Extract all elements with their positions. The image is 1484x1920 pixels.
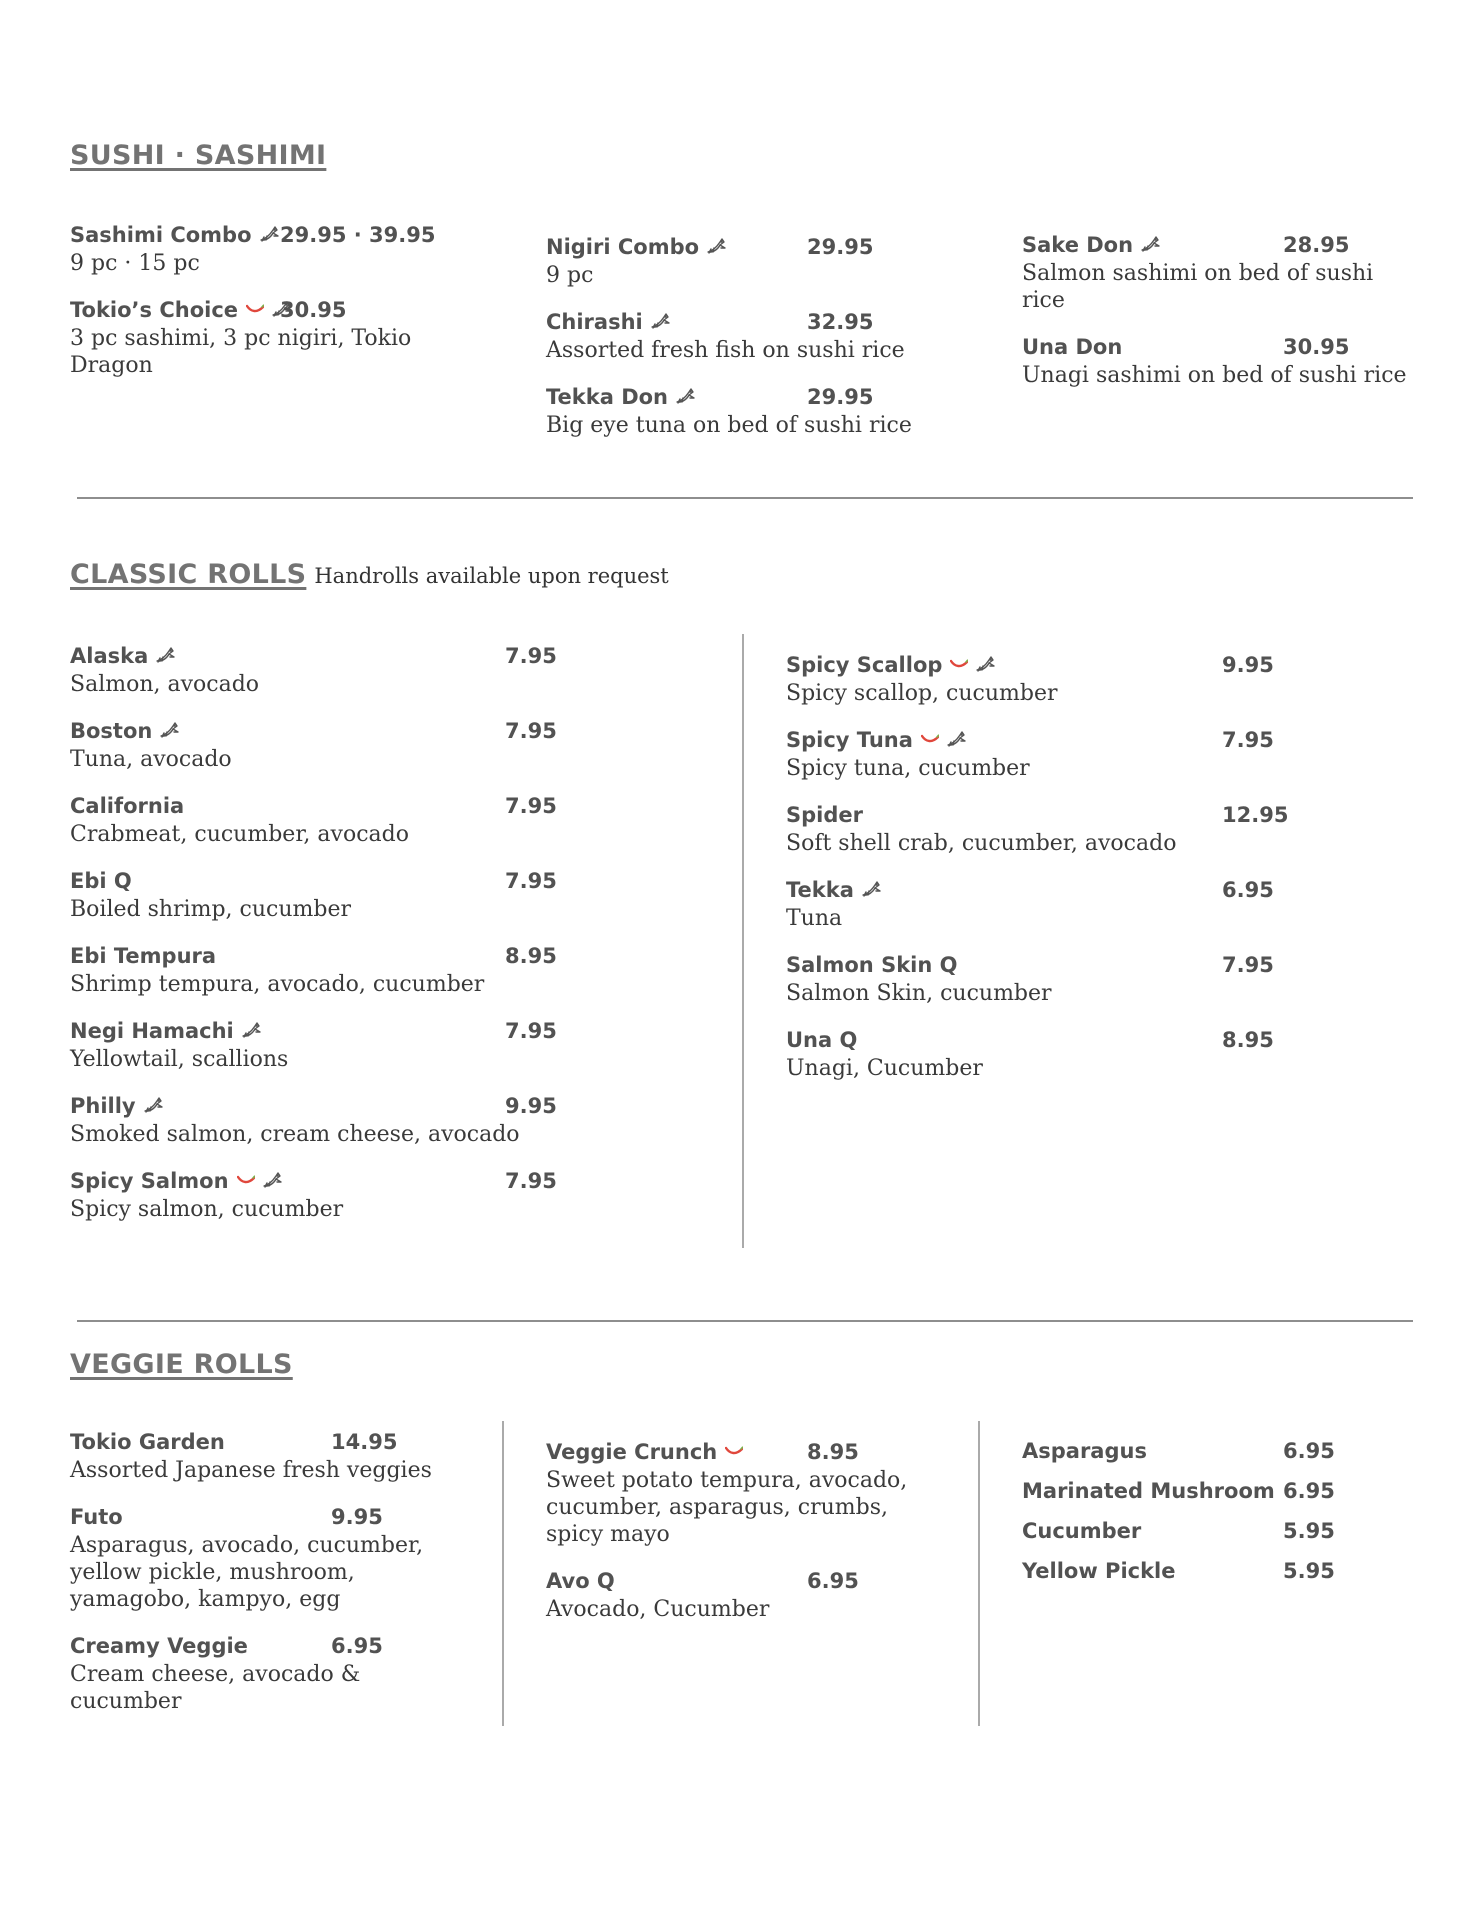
- menu-item-price: 7.95: [505, 644, 557, 668]
- raw-fish-icon: [158, 720, 180, 740]
- menu-item-price: 7.95: [505, 869, 557, 893]
- menu-item-price: 7.95: [505, 1169, 557, 1193]
- menu-item-description: Shrimp tempura, avocado, cucumber: [70, 972, 485, 997]
- spicy-chili-icon: [725, 1443, 743, 1453]
- menu-item-header: [786, 1026, 1306, 1054]
- menu-item-name: Sake Don: [1022, 233, 1134, 257]
- menu-item-header: [70, 1632, 450, 1660]
- raw-fish-icon: [261, 1170, 283, 1190]
- menu-item-name: Ebi Tempura: [70, 944, 217, 968]
- divider-2: [77, 1320, 1413, 1322]
- raw-fish-icon: [1139, 234, 1161, 254]
- menu-item: [546, 383, 926, 439]
- menu-item-price: 8.95: [505, 944, 557, 968]
- menu-item: [1022, 231, 1412, 314]
- raw-fish-icon: [945, 729, 967, 749]
- raw-fish-icon: [860, 879, 882, 899]
- menu-item-header: [546, 233, 926, 261]
- menu-item-name: Veggie Crunch: [546, 1440, 718, 1464]
- menu-item-header: [70, 1503, 450, 1531]
- menu-item: [546, 308, 926, 364]
- menu-item-description: Asparagus, avocado, cucumber, yellow pickle, mushroom, yamagobo, kampyo, egg: [70, 1533, 424, 1612]
- menu-item-name: Avo Q: [546, 1569, 615, 1593]
- spicy-chili-icon: [950, 656, 968, 666]
- menu-item-price: 9.95: [1222, 653, 1274, 677]
- menu-item: [70, 1167, 557, 1223]
- menu-item: [786, 651, 1306, 707]
- menu-item-description: Unagi sashimi on bed of sushi rice: [1022, 363, 1407, 388]
- menu-item-description: Crabmeat, cucumber, avocado: [70, 822, 409, 847]
- menu-item-name: Futo: [70, 1505, 123, 1529]
- menu-item-name: Asparagus: [1022, 1439, 1147, 1463]
- menu-item-description: Avocado, Cucumber: [546, 1597, 770, 1622]
- menu-item-name: Spicy Salmon: [70, 1169, 229, 1193]
- menu-item-description: 9 pc · 15 pc: [70, 251, 200, 276]
- menu-item-description: Unagi, Cucumber: [786, 1056, 983, 1081]
- menu-item-header: [546, 1567, 926, 1595]
- handroll-note: Handrolls available upon request: [314, 564, 669, 588]
- menu-item-description: Yellowtail, scallions: [70, 1047, 289, 1072]
- menu-item: [1022, 1557, 1402, 1597]
- menu-item-header: [786, 876, 1306, 904]
- column-divider-classic: [742, 634, 744, 1248]
- menu-item-name: Creamy Veggie: [70, 1634, 248, 1658]
- menu-item: [546, 1567, 926, 1623]
- menu-item-header: [1022, 333, 1412, 361]
- menu-item-price: 7.95: [505, 1019, 557, 1043]
- raw-fish-icon: [705, 236, 727, 256]
- menu-item-description: Big eye tuna on bed of sushi rice: [546, 413, 912, 438]
- menu-item-name: Una Q: [786, 1028, 858, 1052]
- menu-item-description: 9 pc: [546, 263, 594, 288]
- column-divider-veggie-1: [502, 1421, 504, 1726]
- menu-item-description: 3 pc sashimi, 3 pc nigiri, Tokio Dragon: [70, 326, 412, 378]
- sushi-column-2: [546, 233, 926, 458]
- menu-item-price: 5.95: [1283, 1519, 1335, 1543]
- menu-item: [70, 221, 436, 277]
- veggie-column-3: [1022, 1437, 1402, 1597]
- menu-item-price: 29.95 · 39.95: [280, 223, 436, 247]
- menu-item-price: 5.95: [1283, 1559, 1335, 1583]
- menu-item: [786, 951, 1306, 1007]
- menu-item: [786, 801, 1306, 857]
- menu-item-price: 32.95: [807, 310, 874, 334]
- menu-item-description: Soft shell crab, cucumber, avocado: [786, 831, 1177, 856]
- raw-fish-icon: [674, 386, 696, 406]
- menu-item: [70, 867, 557, 923]
- menu-item-description: Tuna, avocado: [70, 747, 232, 772]
- menu-item-header: [70, 792, 557, 820]
- menu-item-header: [786, 801, 1306, 829]
- menu-item-description: Sweet potato tempura, avocado, cucumber, asparagus, crumbs, spicy mayo: [546, 1468, 908, 1547]
- menu-item-price: 8.95: [807, 1440, 859, 1464]
- menu-item-name: Chirashi: [546, 310, 643, 334]
- menu-item-price: 6.95: [807, 1569, 859, 1593]
- menu-item-price: 7.95: [505, 719, 557, 743]
- classic-column-1: [70, 642, 557, 1242]
- menu-item-name: Alaska: [70, 644, 149, 668]
- menu-item: [70, 717, 557, 773]
- menu-item-price: 14.95: [331, 1430, 398, 1454]
- menu-item-header: [786, 951, 1306, 979]
- menu-item-description: Smoked salmon, cream cheese, avocado: [70, 1122, 520, 1147]
- sushi-column-3: [1022, 231, 1412, 408]
- menu-item-header: [546, 308, 926, 336]
- raw-fish-icon: [142, 1095, 164, 1115]
- section-title-text: VEGGIE ROLLS: [70, 1349, 293, 1380]
- menu-item: [70, 1428, 450, 1484]
- menu-item-price: 28.95: [1283, 233, 1350, 257]
- divider-1: [77, 497, 1413, 499]
- menu-item-header: [70, 642, 557, 670]
- section-title-classic-rolls: [70, 559, 669, 590]
- menu-item-price: 29.95: [807, 385, 874, 409]
- menu-item-description: Spicy scallop, cucumber: [786, 681, 1058, 706]
- menu-item-name: Una Don: [1022, 335, 1123, 359]
- menu-item-price: 30.95: [1283, 335, 1350, 359]
- menu-item-price: 6.95: [1283, 1439, 1335, 1463]
- menu-item: [1022, 1477, 1402, 1517]
- menu-item-name: Negi Hamachi: [70, 1019, 234, 1043]
- sushi-column-1: [70, 221, 436, 398]
- menu-item-header: [546, 383, 926, 411]
- menu-item-price: 12.95: [1222, 803, 1289, 827]
- raw-fish-icon: [974, 654, 996, 674]
- menu-item-header: [70, 221, 436, 249]
- menu-item-name: Spicy Scallop: [786, 653, 943, 677]
- menu-item: [546, 233, 926, 289]
- menu-item-description: Salmon, avocado: [70, 672, 260, 697]
- menu-item-header: [70, 717, 557, 745]
- menu-item: [70, 1092, 557, 1148]
- menu-item: [70, 792, 557, 848]
- menu-item-description: Assorted fresh fish on sushi rice: [546, 338, 905, 363]
- section-title-text: CLASSIC ROLLS: [70, 559, 307, 590]
- menu-item-price: 9.95: [331, 1505, 383, 1529]
- menu-item-name: Boston: [70, 719, 153, 743]
- menu-item-header: [70, 1017, 557, 1045]
- menu-item-header: [70, 1167, 557, 1195]
- menu-item-price: 8.95: [1222, 1028, 1274, 1052]
- menu-item-description: Assorted Japanese fresh veggies: [70, 1458, 432, 1483]
- menu-item-name: Tekka Don: [546, 385, 669, 409]
- menu-item-description: Tuna: [786, 906, 843, 931]
- menu-item-description: Salmon sashimi on bed of sushi rice: [1022, 261, 1374, 313]
- menu-item-name: Ebi Q: [70, 869, 132, 893]
- menu-item: [546, 1438, 926, 1548]
- spicy-chili-icon: [921, 731, 939, 741]
- menu-item: [1022, 1517, 1402, 1557]
- menu-item-price: 7.95: [1222, 728, 1274, 752]
- spicy-chili-icon: [237, 1172, 255, 1182]
- menu-item: [70, 942, 557, 998]
- menu-item: [70, 1503, 450, 1613]
- menu-item-name: Spicy Tuna: [786, 728, 913, 752]
- menu-item-header: [70, 296, 430, 324]
- menu-item-name: Cucumber: [1022, 1519, 1142, 1543]
- spicy-chili-icon: [246, 301, 264, 311]
- raw-fish-icon: [240, 1020, 262, 1040]
- veggie-column-2: [546, 1438, 926, 1642]
- menu-item-name: Sashimi Combo: [70, 223, 252, 247]
- menu-item-name: California: [70, 794, 185, 818]
- menu-item: [70, 296, 430, 379]
- menu-item: [70, 1632, 450, 1715]
- menu-item-description: Cream cheese, avocado & cucumber: [70, 1662, 361, 1714]
- menu-item: [1022, 1437, 1402, 1477]
- section-title-sushi-sashimi: [70, 140, 326, 171]
- raw-fish-icon: [649, 311, 671, 331]
- menu-item-header: [546, 1438, 926, 1466]
- menu-item-name: Nigiri Combo: [546, 235, 700, 259]
- column-divider-veggie-2: [978, 1421, 980, 1726]
- classic-column-2: [786, 651, 1306, 1101]
- veggie-column-1: [70, 1428, 450, 1734]
- menu-item: [786, 726, 1306, 782]
- menu-item-name: Philly: [70, 1094, 136, 1118]
- menu-item-name: Tokio Garden: [70, 1430, 225, 1454]
- menu-item-name: Tekka: [786, 878, 854, 902]
- menu-item: [70, 642, 557, 698]
- menu-item-price: 6.95: [331, 1634, 383, 1658]
- menu-item-name: Marinated Mushroom: [1022, 1479, 1275, 1503]
- menu-item-price: 7.95: [505, 794, 557, 818]
- menu-item-price: 6.95: [1283, 1479, 1335, 1503]
- menu-item: [70, 1017, 557, 1073]
- menu-item-header: [70, 1428, 450, 1456]
- menu-item-description: Spicy salmon, cucumber: [70, 1197, 344, 1222]
- menu-item-price: 30.95: [280, 298, 347, 322]
- section-title-veggie-rolls: [70, 1349, 293, 1380]
- section-title-text: SUSHI · SASHIMI: [70, 140, 327, 171]
- menu-item-header: [786, 726, 1306, 754]
- menu-item-price: 6.95: [1222, 878, 1274, 902]
- menu-item-description: Salmon Skin, cucumber: [786, 981, 1052, 1006]
- menu-item: [786, 876, 1306, 932]
- menu-item-header: [1022, 231, 1412, 259]
- menu-item-description: Spicy tuna, cucumber: [786, 756, 1030, 781]
- menu-item-description: Boiled shrimp, cucumber: [70, 897, 351, 922]
- menu-item-name: Spider: [786, 803, 863, 827]
- raw-fish-icon: [154, 645, 176, 665]
- menu-item-header: [70, 1092, 557, 1120]
- menu-item-header: [70, 867, 557, 895]
- menu-item: [1022, 333, 1412, 389]
- menu-item-name: Tokio’s Choice: [70, 298, 239, 322]
- menu-item-name: Yellow Pickle: [1022, 1559, 1176, 1583]
- menu-item-price: 29.95: [807, 235, 874, 259]
- menu-item-price: 7.95: [1222, 953, 1274, 977]
- menu-item-header: [786, 651, 1306, 679]
- menu-item-name: Salmon Skin Q: [786, 953, 958, 977]
- menu-item-price: 9.95: [505, 1094, 557, 1118]
- raw-fish-icon: [258, 224, 280, 244]
- menu-item-header: [70, 942, 557, 970]
- menu-item: [786, 1026, 1306, 1082]
